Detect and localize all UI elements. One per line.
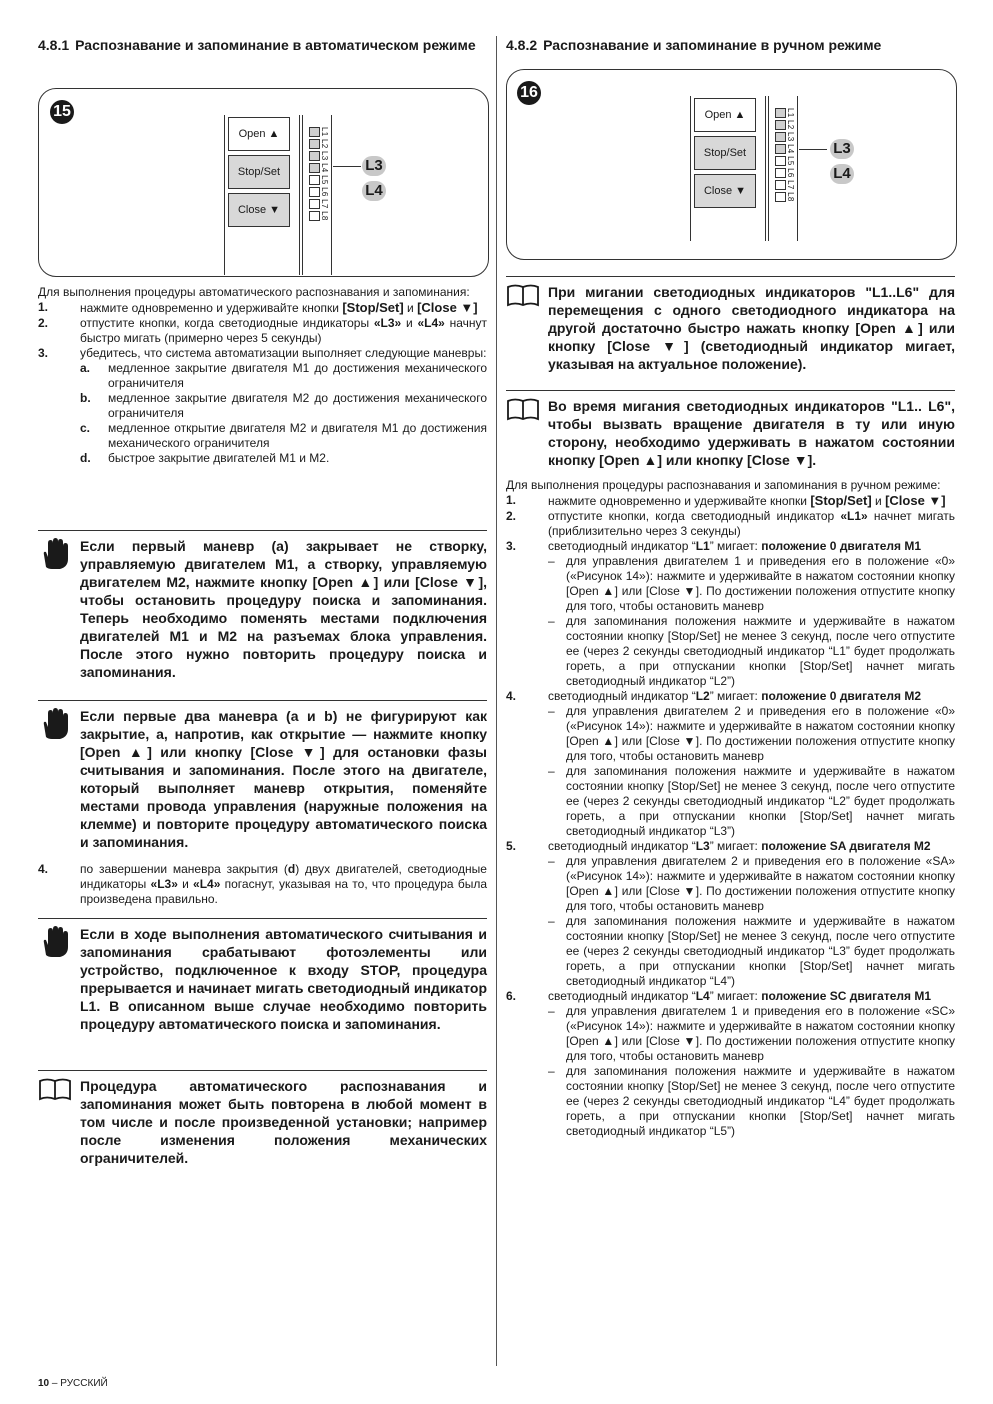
- led-ref: L4: [695, 989, 710, 1003]
- hand-icon: [38, 707, 80, 741]
- substep-letter: b.: [80, 391, 91, 405]
- led-l7: [775, 180, 786, 190]
- figure-number: 15: [50, 100, 74, 124]
- step-text: погаснут, указывая на то, что процедура была произведена правильно.: [80, 877, 487, 906]
- led-l1: [775, 108, 786, 118]
- auto-procedure-text: [38, 285, 487, 466]
- substep-a: [80, 361, 487, 391]
- figure-15: [38, 88, 489, 277]
- info-note-2: [506, 390, 955, 469]
- substep-c: [80, 421, 487, 451]
- callout-l3: L3: [362, 156, 386, 176]
- key-close: [Close ▼]: [885, 493, 946, 508]
- dash-bullet: –: [548, 854, 555, 868]
- substep-text: медленное закрытие двигателя M1 до достижения механического ограничителя: [108, 361, 487, 390]
- step-4-dash-1: [548, 704, 955, 764]
- led-l4: [775, 144, 786, 154]
- substep-letter: a.: [80, 361, 91, 375]
- substep-text: медленное закрытие двигателя M2 до достижения механического ограничителя: [108, 391, 487, 420]
- figure-16: [506, 69, 957, 260]
- led-ref: «L1»: [840, 509, 868, 523]
- manual-step-3: [506, 539, 955, 554]
- step-5-dash-2: [548, 914, 955, 989]
- led-column: [309, 127, 319, 223]
- note-text: Если в ходе выполнения автоматического считывания и запоминания срабатывают фотоэлементы или устройство, подключенное к входу STOP, процедура прерывается и начинает мигать светодиодный индикатор L1. В описанном выше случае необходимо повторить процедуру автоматического поиска и запоминания.: [80, 926, 487, 1032]
- step-number: 4.: [506, 689, 517, 703]
- key-stopset: [Stop/Set]: [810, 493, 872, 508]
- dash-text: для управления двигателем 1 и приведения его в положение «0» («Рисунок 14»): нажмите и удерживайте в нажатом состоянии кнопку [Open ▲] или [Close ▼]. По достижении положения отпустите кнопку для того, чтобы остановить маневр: [566, 554, 955, 613]
- position-ref: положение SA двигателя M2: [761, 839, 931, 853]
- led-l7: [309, 199, 320, 209]
- substep-b: [80, 391, 487, 421]
- step-number: 2.: [506, 509, 517, 523]
- hand-icon: [38, 925, 80, 959]
- note-text: При мигании светодиодных индикаторов "L1..L6" для перемещения с одного светодиодного индикатора на другой достаточно быстро нажать кнопку [Open ▲] или кнопку [Close ▼] (светодиодный индикатор мигает, указывая на актуальное положение).: [548, 284, 955, 372]
- manual-step-6: [506, 989, 955, 1004]
- step-6-dash-2: [548, 1064, 955, 1139]
- led-l2: [309, 139, 320, 149]
- led-ref: «L4»: [417, 316, 445, 330]
- position-ref: положение SC двигателя M1: [761, 989, 932, 1003]
- substep-text: быстрое закрытие двигателей M1 и M2.: [108, 451, 330, 465]
- info-note-1: [506, 276, 955, 373]
- step-number: 2.: [38, 316, 49, 330]
- heading-number: 4.8.2: [506, 37, 538, 53]
- step-number: 4.: [38, 862, 49, 876]
- dash-bullet: –: [548, 614, 555, 628]
- page-number: 10: [38, 1378, 50, 1389]
- step-text: по завершении маневра закрытия (: [80, 862, 288, 876]
- step-text: отпустите кнопки, когда светодиодные индикаторы: [80, 316, 374, 330]
- led-l3: [309, 151, 320, 161]
- led-ref: L3: [695, 839, 710, 853]
- step-text: ) двух двигателей, светодиодные индикаторы: [80, 862, 487, 891]
- dash-text: для управления двигателем 1 и приведения его в положение «SC» («Рисунок 14»): нажмите и удерживайте в нажатом состоянии кнопку [Open ▲] или [Close ▼]. По достижении положения отпустите кнопку для того, чтобы остановить маневр: [566, 1004, 955, 1063]
- step-text: и: [401, 316, 418, 330]
- step-number: 6.: [506, 989, 517, 1003]
- dash-text: для запоминания положения нажмите и удерживайте в нажатом состоянии кнопку [Stop/Set] не менее 3 секунд, после чего отпустите ее (через 2 секунды светодиодный индикатор “L1” будет продолжать гореть, а при отпускании кнопки [Stop/Set] начнет мигать светодиодный индикатор “L2”): [566, 614, 955, 688]
- step-4: [38, 862, 487, 907]
- note-text: Если первые два маневра (a и b) не фигурируют как закрытие, а, напротив, как открытие — нажмите кнопку [Open ▲] или кнопку [Close ▼] для остановки фазы считывания и запоминания. После этого на двигателе, который выполняет маневр открытия, поменяйте местами провода управления (наружные положения на клемме) и повторите процедуру автоматического поиска и запоминания.: [80, 708, 487, 850]
- key-stopset: [Stop/Set]: [342, 300, 404, 315]
- step-3: [38, 346, 487, 361]
- led-ref: «L3»: [373, 316, 402, 330]
- step-text: ” мигает:: [709, 989, 762, 1003]
- led-labels: L1 L2 L3 L4 L5 L6 L7 L8: [320, 127, 329, 221]
- close-button: Close ▼: [694, 174, 756, 208]
- intro-text: Для выполнения процедуры автоматического распознавания и запоминания:: [38, 285, 470, 299]
- dash-bullet: –: [548, 554, 555, 568]
- substep-d: [80, 451, 487, 466]
- step-text: отпустите кнопки, когда светодиодный индикатор: [548, 509, 841, 523]
- dash-text: для запоминания положения нажмите и удерживайте в нажатом состоянии кнопку [Stop/Set] не менее 3 секунд, после чего отпустите ее (через 2 секунды светодиодный индикатор “L4” будет продолжать гореть, а при отпускании кнопки [Stop/Set] начнет мигать светодиодный индикатор “L5”): [566, 1064, 955, 1138]
- position-ref: положение 0 двигателя M2: [761, 689, 922, 703]
- led-l1: [309, 127, 320, 137]
- step-text: светодиодный индикатор “: [548, 689, 696, 703]
- heading-text: Распознавание и запоминание в ручном режиме: [543, 37, 882, 53]
- page-footer: [38, 1378, 108, 1389]
- step-text: нажмите одновременно и удерживайте кнопки: [80, 301, 343, 315]
- callout-line: [333, 166, 361, 167]
- step-3-dash-1: [548, 554, 955, 614]
- stopset-button: Stop/Set: [694, 136, 756, 170]
- led-column: [775, 108, 785, 204]
- note-text: Процедура автоматического распознавания и запоминания может быть повторена в любой момент в том числе и после произведенной установки; например после изменения положения механических ограничителей.: [80, 1078, 487, 1166]
- warning-note-2: [38, 700, 487, 851]
- led-labels: L1 L2 L3 L4 L5 L6 L7 L8: [786, 108, 795, 202]
- manual-procedure-text: [506, 478, 955, 1139]
- note-text: Если первый маневр (a) закрывает не створку, управляемую двигателем M1, а створку, управляемую двигателем M2, нажмите кнопку [Open ▲] или [Close ▼], чтобы остановить процедуру поиска и запоминания. Теперь необходимо поменять местами подключения двигателей M1 и M2 на разъемах блока управления. После этого нужно повторить процедуру поиска и запоминания.: [80, 538, 487, 680]
- substep-text: медленное открытие двигателя M2 и двигателя M1 до достижения механического ограничителя: [108, 421, 487, 450]
- step-2: [38, 316, 487, 346]
- manual-step-5: [506, 839, 955, 854]
- led-l8: [775, 192, 786, 202]
- substep-letter: c.: [80, 421, 91, 435]
- led-ref: «L3»: [150, 877, 178, 891]
- warning-note-1: [38, 530, 487, 681]
- step-text: нажмите одновременно и удерживайте кнопки: [548, 494, 811, 508]
- led-ref: L1: [695, 539, 710, 553]
- step-text: и: [871, 494, 886, 508]
- step-1: [38, 300, 487, 316]
- heading-text: Распознавание и запоминание в автоматическом режиме: [75, 37, 476, 53]
- step-text: светодиодный индикатор “: [548, 539, 696, 553]
- dash-text: для управления двигателем 2 и приведения его в положение «0» («Рисунок 14»): нажмите и удерживайте в нажатом состоянии кнопку [Open ▲] или [Close ▼]. По достижении положения отпустите кнопку для того, чтобы остановить маневр: [566, 704, 955, 763]
- led-l8: [309, 211, 320, 221]
- step-4-row: [38, 862, 487, 907]
- manual-step-2: [506, 509, 955, 539]
- step-number: 3.: [506, 539, 517, 553]
- key-close: [Close ▼]: [417, 300, 478, 315]
- open-button: Open ▲: [694, 98, 756, 132]
- step-3-dash-2: [548, 614, 955, 689]
- info-note-4: [38, 1070, 487, 1167]
- dash-text: для запоминания положения нажмите и удерживайте в нажатом состоянии кнопку [Stop/Set] не менее 3 секунд, после чего отпустите ее (через 2 секунды светодиодный индикатор “L3” будет продолжать гореть, а при отпускании кнопки [Stop/Set] начнет мигать светодиодный индикатор “L4”): [566, 914, 955, 988]
- manual-step-1: [506, 493, 955, 509]
- led-l3: [775, 132, 786, 142]
- callout-l4: L4: [362, 181, 386, 201]
- book-icon: [506, 397, 548, 431]
- step-text: и: [177, 877, 194, 891]
- led-l5: [309, 175, 320, 185]
- dash-text: для запоминания положения нажмите и удерживайте в нажатом состоянии кнопку [Stop/Set] не менее 3 секунд, после чего отпустите ее (через 2 секунды светодиодный индикатор “L2” будет продолжать гореть, а при отпускании кнопки [Stop/Set] начнет мигать светодиодный индикатор “L3”): [566, 764, 955, 838]
- step-text: ” мигает:: [709, 689, 762, 703]
- step-6-dash-1: [548, 1004, 955, 1064]
- step-number: 3.: [38, 346, 49, 360]
- step-text: светодиодный индикатор “: [548, 989, 696, 1003]
- step-text: начнет мигать (приблизительно через 3 секунды): [548, 509, 955, 538]
- callout-line: [799, 149, 827, 150]
- dash-bullet: –: [548, 1004, 555, 1018]
- stopset-button: Stop/Set: [228, 155, 290, 189]
- step-number: 5.: [506, 839, 517, 853]
- open-button: Open ▲: [228, 117, 290, 151]
- maneuver-ref: d: [287, 862, 296, 876]
- dash-bullet: –: [548, 764, 555, 778]
- manual-step-4: [506, 689, 955, 704]
- substep-letter: d.: [80, 451, 91, 465]
- book-icon: [38, 1077, 80, 1111]
- led-ref: L2: [695, 689, 710, 703]
- step-list: [38, 300, 487, 466]
- step-text: светодиодный индикатор “: [548, 839, 696, 853]
- led-l6: [775, 168, 786, 178]
- step-text: ” мигает:: [709, 539, 762, 553]
- led-ref: «L4»: [193, 877, 221, 891]
- position-ref: положение 0 двигателя M1: [761, 539, 922, 553]
- intro-text: Для выполнения процедуры распознавания и запоминания в ручном режиме:: [506, 478, 941, 492]
- step-text: убедитесь, что система автоматизации выполняет следующие маневры:: [80, 346, 487, 360]
- callout-l4: L4: [830, 164, 854, 184]
- note-text: Во время мигания светодиодных индикаторов "L1.. L6", чтобы вызвать вращение двигателя в ту или иную сторону, необходимо удерживать в нажатом состоянии кнопку [Open ▲] или кнопку [Close ▼].: [548, 398, 955, 468]
- led-l2: [775, 120, 786, 130]
- language-label: – РУССКИЙ: [49, 1378, 108, 1389]
- led-l5: [775, 156, 786, 166]
- section-heading-manual: [506, 36, 955, 54]
- step-5-dash-1: [548, 854, 955, 914]
- dash-bullet: –: [548, 914, 555, 928]
- led-l4: [309, 163, 320, 173]
- book-icon: [506, 283, 548, 317]
- hand-icon: [38, 537, 80, 571]
- warning-note-3: [38, 918, 487, 1033]
- column-divider: [496, 36, 497, 1366]
- dash-text: для управления двигателем 2 и приведения его в положение «SA» («Рисунок 14»): нажмите и удерживайте в нажатом состоянии кнопку [Open ▲] или [Close ▼]. По достижении положения отпустите кнопку для того, чтобы остановить маневр: [566, 854, 955, 913]
- step-text: и: [403, 301, 418, 315]
- step-4-dash-2: [548, 764, 955, 839]
- dash-bullet: –: [548, 704, 555, 718]
- step-number: 1.: [38, 300, 49, 314]
- step-text: начнут быстро мигать (примерно через 5 секунды): [80, 316, 487, 345]
- step-number: 1.: [506, 493, 517, 507]
- section-heading-auto: [38, 36, 487, 54]
- close-button: Close ▼: [228, 193, 290, 227]
- dash-bullet: –: [548, 1064, 555, 1078]
- figure-number: 16: [517, 81, 541, 105]
- heading-number: 4.8.1: [38, 37, 70, 53]
- step-text: ” мигает:: [709, 839, 762, 853]
- callout-l3: L3: [830, 139, 854, 159]
- led-l6: [309, 187, 320, 197]
